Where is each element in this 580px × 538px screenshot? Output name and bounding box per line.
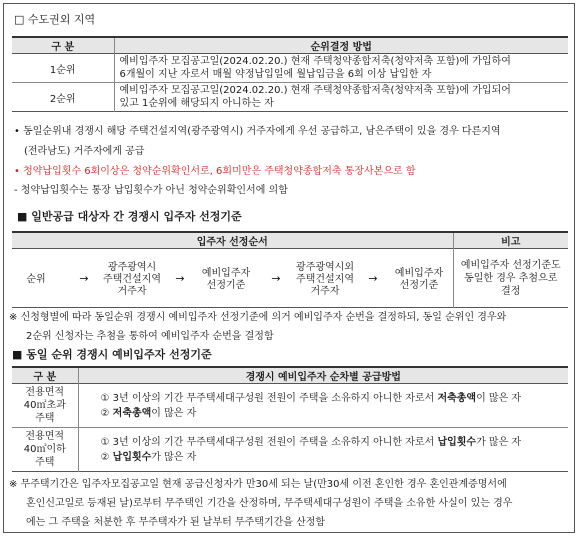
section3-heading [12,348,212,361]
flow-step-label: 거주자 [310,286,340,297]
bullet-icon: • [14,166,20,177]
category-line: 40㎡이하 [23,444,66,455]
reference-mark-icon: ※ [9,479,18,490]
rank-cell: 1순위 [12,54,114,83]
flow-step-label: 예비입주자 [201,268,251,279]
note-text: 청약납입횟수는 통장 납입횟수가 아닌 청약순위확인서에 의함 [20,185,288,196]
category-line: 전용면적 [25,431,65,442]
tiebreak-table [12,366,568,472]
order-header: 입주자 선정순서 [12,232,453,249]
flow-step-label: 광주광역시외 [296,262,354,273]
section2-note [9,311,571,349]
flow-step-label: 주택건설지역 [296,274,354,285]
item-text: 이 많은 자 [151,407,197,419]
square-marker-icon: ■ [12,348,23,361]
tiebreak-table-header [12,367,568,384]
dash-icon: - [14,185,18,196]
note-item [14,184,570,203]
flow-step-label: 선정기준 [399,280,439,291]
rank-table [12,36,568,112]
flow-arrow-icon: → [79,272,89,285]
item-text: 가 많은 자 [151,451,197,463]
remark-cell [453,249,568,308]
rank-table-header [12,37,568,54]
selection-flow [12,249,453,307]
selection-table [12,231,568,308]
selection-table-header [12,232,568,249]
item-text: 가 많은 자 [476,436,522,448]
method-item [101,391,569,406]
flow-cell [12,249,453,308]
item-emphasis: 납입횟수 [112,451,152,463]
item-emphasis: 저축총액 [437,392,477,404]
flow-step-label: 주택건설지역 [103,274,161,285]
remark-header: 비고 [453,232,568,249]
rank-cell: 2순위 [12,83,114,112]
bullet-icon: • [14,126,20,137]
section3-note [9,478,571,535]
table-row [12,54,568,83]
remark-line: 결정 [501,285,521,297]
item-text: 이 많은 자 [476,392,522,404]
category-cell [12,384,78,428]
note-text: (전라남도) 거주자에게 공급 [24,146,145,157]
flow-arrow-icon: → [271,272,281,285]
checkbox-icon: □ [14,13,25,26]
category-line: 40㎡초과 [23,400,66,411]
note-item [14,125,570,145]
note-text: 청약납입횟수 6회이상은 청약순위확인서로, 6회미만은 주택청약종합저축 통장사본으로 함 [23,166,416,177]
section1-notes [14,125,570,203]
method-item [101,450,569,465]
section2-heading [17,210,242,223]
square-marker-icon: ■ [17,210,28,223]
flow-step-label: 광주광역시 [107,262,157,273]
item-number: ② [100,451,110,463]
flow-step-label: 순위 [26,274,46,285]
method-cell [114,54,568,83]
note-text: 무주택기간은 입주자모집공고일 현재 공급신청자가 만30세 되는 날(만30세 이전 혼인한 경우 혼인관계증명서에 [20,479,507,490]
flow-arrow-icon: → [368,272,378,285]
item-emphasis: 저축총액 [112,407,152,419]
category-header: 구 분 [12,367,78,384]
note-item [14,165,570,184]
item-text: 3년 이상의 기간 무주택세대구성원 전원이 주택을 소유하지 아니한 자로서 [112,392,438,404]
category-line: 주택 [35,413,55,424]
note-text: 2순위 신청자는 추첨을 통하여 예비입주자 순번을 결정함 [26,331,274,342]
flow-step-label: 거주자 [117,286,147,297]
category-line: 전용면적 [25,387,65,398]
note-text: 에는 그 주택을 처분한 후 무주택자가 된 날부터 무주택기간을 산정함 [26,517,326,528]
table-row [12,384,568,428]
table-row [12,428,568,472]
item-number: ② [100,407,110,419]
item-number: ① [100,392,110,404]
item-text: 3년 이상의 기간 무주택세대구성원 전원이 주택을 소유하지 아니한 자로서 [112,436,438,448]
note-text: 혼인신고일로 등재된 날)로부터 무주택인 기간을 산정하며, 무주택세대구성원이 주택을 소유한 사실이 있는 경우 [26,498,513,509]
rank-header: 구 분 [12,37,114,54]
reference-mark-icon: ※ [9,312,18,323]
section3-title: 동일 순위 경쟁시 예비입주자 선정기준 [26,348,212,361]
method-line: 예비입주자 모집공고일(2024.02.20.) 현재 주택청약종합저축(청약저축 포함)에 가입하여 [119,56,511,67]
category-line: 주택 [35,457,55,468]
flow-step-label: 예비입주자 [394,268,444,279]
method-item [101,406,569,421]
note-text: 동일순위내 경쟁시 해당 주택건설지역(광주광역시) 거주자에게 우선 공급하고, 남은주택이 있을 경우 다른지역 [23,126,501,137]
item-number: ① [100,436,110,448]
method-item [101,435,569,450]
remark-line: 예비입주자 선정기준도 [460,259,561,271]
section1-heading [14,13,95,26]
method-cell [78,428,568,472]
method-header: 순위결정 방법 [114,37,568,54]
method-cell [114,83,568,112]
flow-arrow-icon: → [175,272,185,285]
section2-title: 일반공급 대상자 간 경쟁시 입주자 선정기준 [31,210,242,223]
method-line: 예비입주자 모집공고일(2024.02.20.) 현재 주택청약종합저축(청약저축 포함)에 가입되어 [119,85,511,96]
section1-title: 수도권외 지역 [27,13,96,26]
category-cell [12,428,78,472]
method-line: 있고 1순위에 해당되지 아니하는 자 [119,98,274,109]
method-line: 6개월이 지난 자로서 매월 약정납입일에 월납입금을 6회 이상 납입한 자 [119,69,432,80]
method-cell [78,384,568,428]
method-header: 경쟁시 예비입주자 순차별 공급방법 [78,367,568,384]
table-row [12,83,568,112]
remark-line: 동일한 경우 추첨으로 [464,272,558,284]
item-emphasis: 납입횟수 [437,436,477,448]
flow-step-label: 선정기준 [206,280,246,291]
table-row [12,249,568,308]
note-text: 신청형별에 따라 동일순위 경쟁시 예비입주자 선정기준에 의거 예비입주자 순번을 결정하되, 동일 순위인 경우와 [20,312,507,323]
